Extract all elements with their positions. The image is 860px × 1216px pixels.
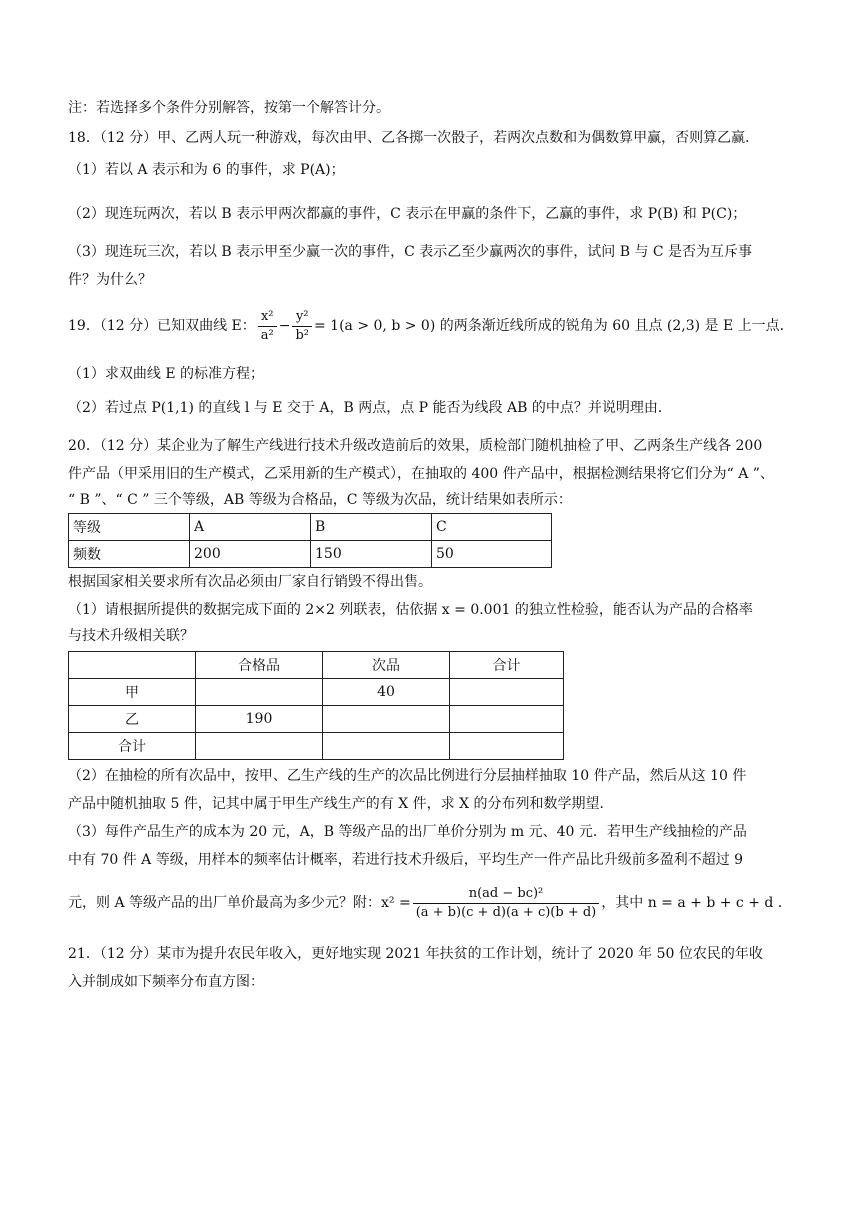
table-row bbox=[69, 514, 552, 541]
q20-part3-line3 bbox=[68, 882, 792, 924]
frac1-numerator: x² bbox=[258, 308, 277, 327]
q18-part3-line2: 件？为什么？ bbox=[68, 272, 152, 288]
q21-line1: 21．（12 分）某市为提升农民年收入，更好地实现 2021 年扶贫的工作计划，统计了 2020 年 50 位农民的年收 bbox=[68, 946, 763, 962]
table-cell bbox=[450, 679, 564, 706]
formula-suffix: ，其中 n = a + b + c + d ． bbox=[601, 895, 792, 911]
table-cell: 频数 bbox=[69, 541, 190, 568]
chi-square-fraction bbox=[413, 885, 600, 922]
table-cell bbox=[196, 679, 323, 706]
q18-part2: （2）现连玩两次，若以 B 表示甲两次都赢的事件，C 表示在甲赢的条件下，乙赢的事件，求 P(B) 和 P(C)； bbox=[68, 206, 747, 222]
table-header-cell: 合计 bbox=[450, 652, 564, 679]
fraction-x-over-a bbox=[258, 308, 277, 345]
chi-square-denominator: (a + b)(c + d)(a + c)(b + d) bbox=[415, 904, 597, 920]
q20-line2: 件产品（甲采用旧的生产模式，乙采用新的生产模式），在抽取的 400 件产品中，根据检测结果将它们分为“ A ”、 bbox=[68, 466, 774, 482]
q19-head-post: = 1(a > 0, b > 0) 的两条渐近线所成的锐角为 60 且点 (2,3) 是 E 上一点． bbox=[314, 318, 794, 334]
table-cell bbox=[196, 733, 323, 760]
q21-line2: 入并制成如下频率分布直方图： bbox=[68, 974, 264, 990]
table-cell: A bbox=[190, 514, 311, 541]
frac1-denominator: a² bbox=[260, 327, 274, 343]
table-cell bbox=[323, 706, 450, 733]
table-cell: C bbox=[432, 514, 552, 541]
table-cell: 等级 bbox=[69, 514, 190, 541]
frac2-numerator: y² bbox=[292, 308, 312, 327]
table-cell: 合计 bbox=[69, 733, 196, 760]
q20-after-table: 根据国家相关要求所有次品必须由厂家自行销毁不得出售。 bbox=[68, 574, 432, 590]
contingency-table bbox=[68, 651, 564, 760]
table-cell: 150 bbox=[311, 541, 432, 568]
table-row bbox=[69, 733, 564, 760]
grade-frequency-table bbox=[68, 513, 552, 568]
table-header-cell: 次品 bbox=[323, 652, 450, 679]
frac2-denominator: b² bbox=[295, 327, 309, 343]
q20-part2-line1: （2）在抽检的所有次品中，按甲、乙生产线的生产的次品比例进行分层抽样抽取 10 件产品，然后从这 10 件 bbox=[68, 768, 747, 784]
table-row bbox=[69, 679, 564, 706]
table-cell bbox=[323, 733, 450, 760]
q19-head-pre: 19．（12 分）已知双曲线 E： bbox=[68, 318, 256, 334]
table-cell: 50 bbox=[432, 541, 552, 568]
formula-prefix: 元，则 A 等级产品的出厂单价最高为多少元？附：x² = bbox=[68, 895, 411, 911]
table-row bbox=[69, 652, 564, 679]
table-cell: 乙 bbox=[69, 706, 196, 733]
q20-line1: 20．（12 分）某企业为了解生产线进行技术升级改造前后的效果，质检部门随机抽检了甲、乙两条生产线各 200 bbox=[68, 438, 763, 454]
table-cell: 甲 bbox=[69, 679, 196, 706]
table-header-cell bbox=[69, 652, 196, 679]
q20-part1-line2: 与技术升级相关联？ bbox=[68, 628, 194, 644]
q19-part1: （1）求双曲线 E 的标准方程； bbox=[68, 366, 265, 382]
q18-part3-line1: （3）现连玩三次，若以 B 表示甲至少赢一次的事件，C 表示乙至少赢两次的事件，试问 B 与 C 是否为互斥事 bbox=[68, 244, 753, 260]
minus-sign: − bbox=[278, 318, 291, 334]
table-cell: B bbox=[311, 514, 432, 541]
table-cell: 190 bbox=[196, 706, 323, 733]
q19-head bbox=[68, 306, 794, 346]
q18-part1: （1）若以 A 表示和为 6 的事件，求 P(A)； bbox=[68, 162, 345, 178]
table-cell: 40 bbox=[323, 679, 450, 706]
chi-square-numerator: n(ad − bc)² bbox=[413, 885, 600, 904]
table-row bbox=[69, 706, 564, 733]
q20-part2-line2: 产品中随机抽取 5 件，记其中属于甲生产线生产的有 X 件，求 X 的分布列和数学期望． bbox=[68, 796, 614, 812]
table-cell: 200 bbox=[190, 541, 311, 568]
q20-line3: “ B ”、“ C ” 三个等级，AB 等级为合格品，C 等级为次品，统计结果如表所示： bbox=[68, 492, 572, 508]
fraction-y-over-b bbox=[292, 308, 312, 345]
table-header-cell: 合格品 bbox=[196, 652, 323, 679]
q19-part2: （2）若过点 P(1,1) 的直线 l 与 E 交于 A，B 两点，点 P 能否为线段 AB 的中点？并说明理由． bbox=[68, 400, 672, 416]
q20-part3-line1: （3）每件产品生产的成本为 20 元，A，B 等级产品的出厂单价分别为 m 元、40 元．若甲生产线抽检的产品 bbox=[68, 824, 747, 840]
table-cell bbox=[450, 733, 564, 760]
q20-part1-line1: （1）请根据所提供的数据完成下面的 2×2 列联表，估依据 x = 0.001 的独立性检验，能否认为产品的合格率 bbox=[68, 602, 753, 618]
q20-part3-line2: 中有 70 件 A 等级，用样本的频率估计概率，若进行技术升级后，平均生产一件产品比升级前多盈利不超过 9 bbox=[68, 852, 744, 868]
note-text: 注：若选择多个条件分别解答，按第一个解答计分。 bbox=[68, 100, 390, 116]
table-row bbox=[69, 541, 552, 568]
table-cell bbox=[450, 706, 564, 733]
q18-head: 18．（12 分）甲、乙两人玩一种游戏，每次由甲、乙各掷一次骰子，若两次点数和为偶数算甲赢，否则算乙赢． bbox=[68, 130, 760, 146]
